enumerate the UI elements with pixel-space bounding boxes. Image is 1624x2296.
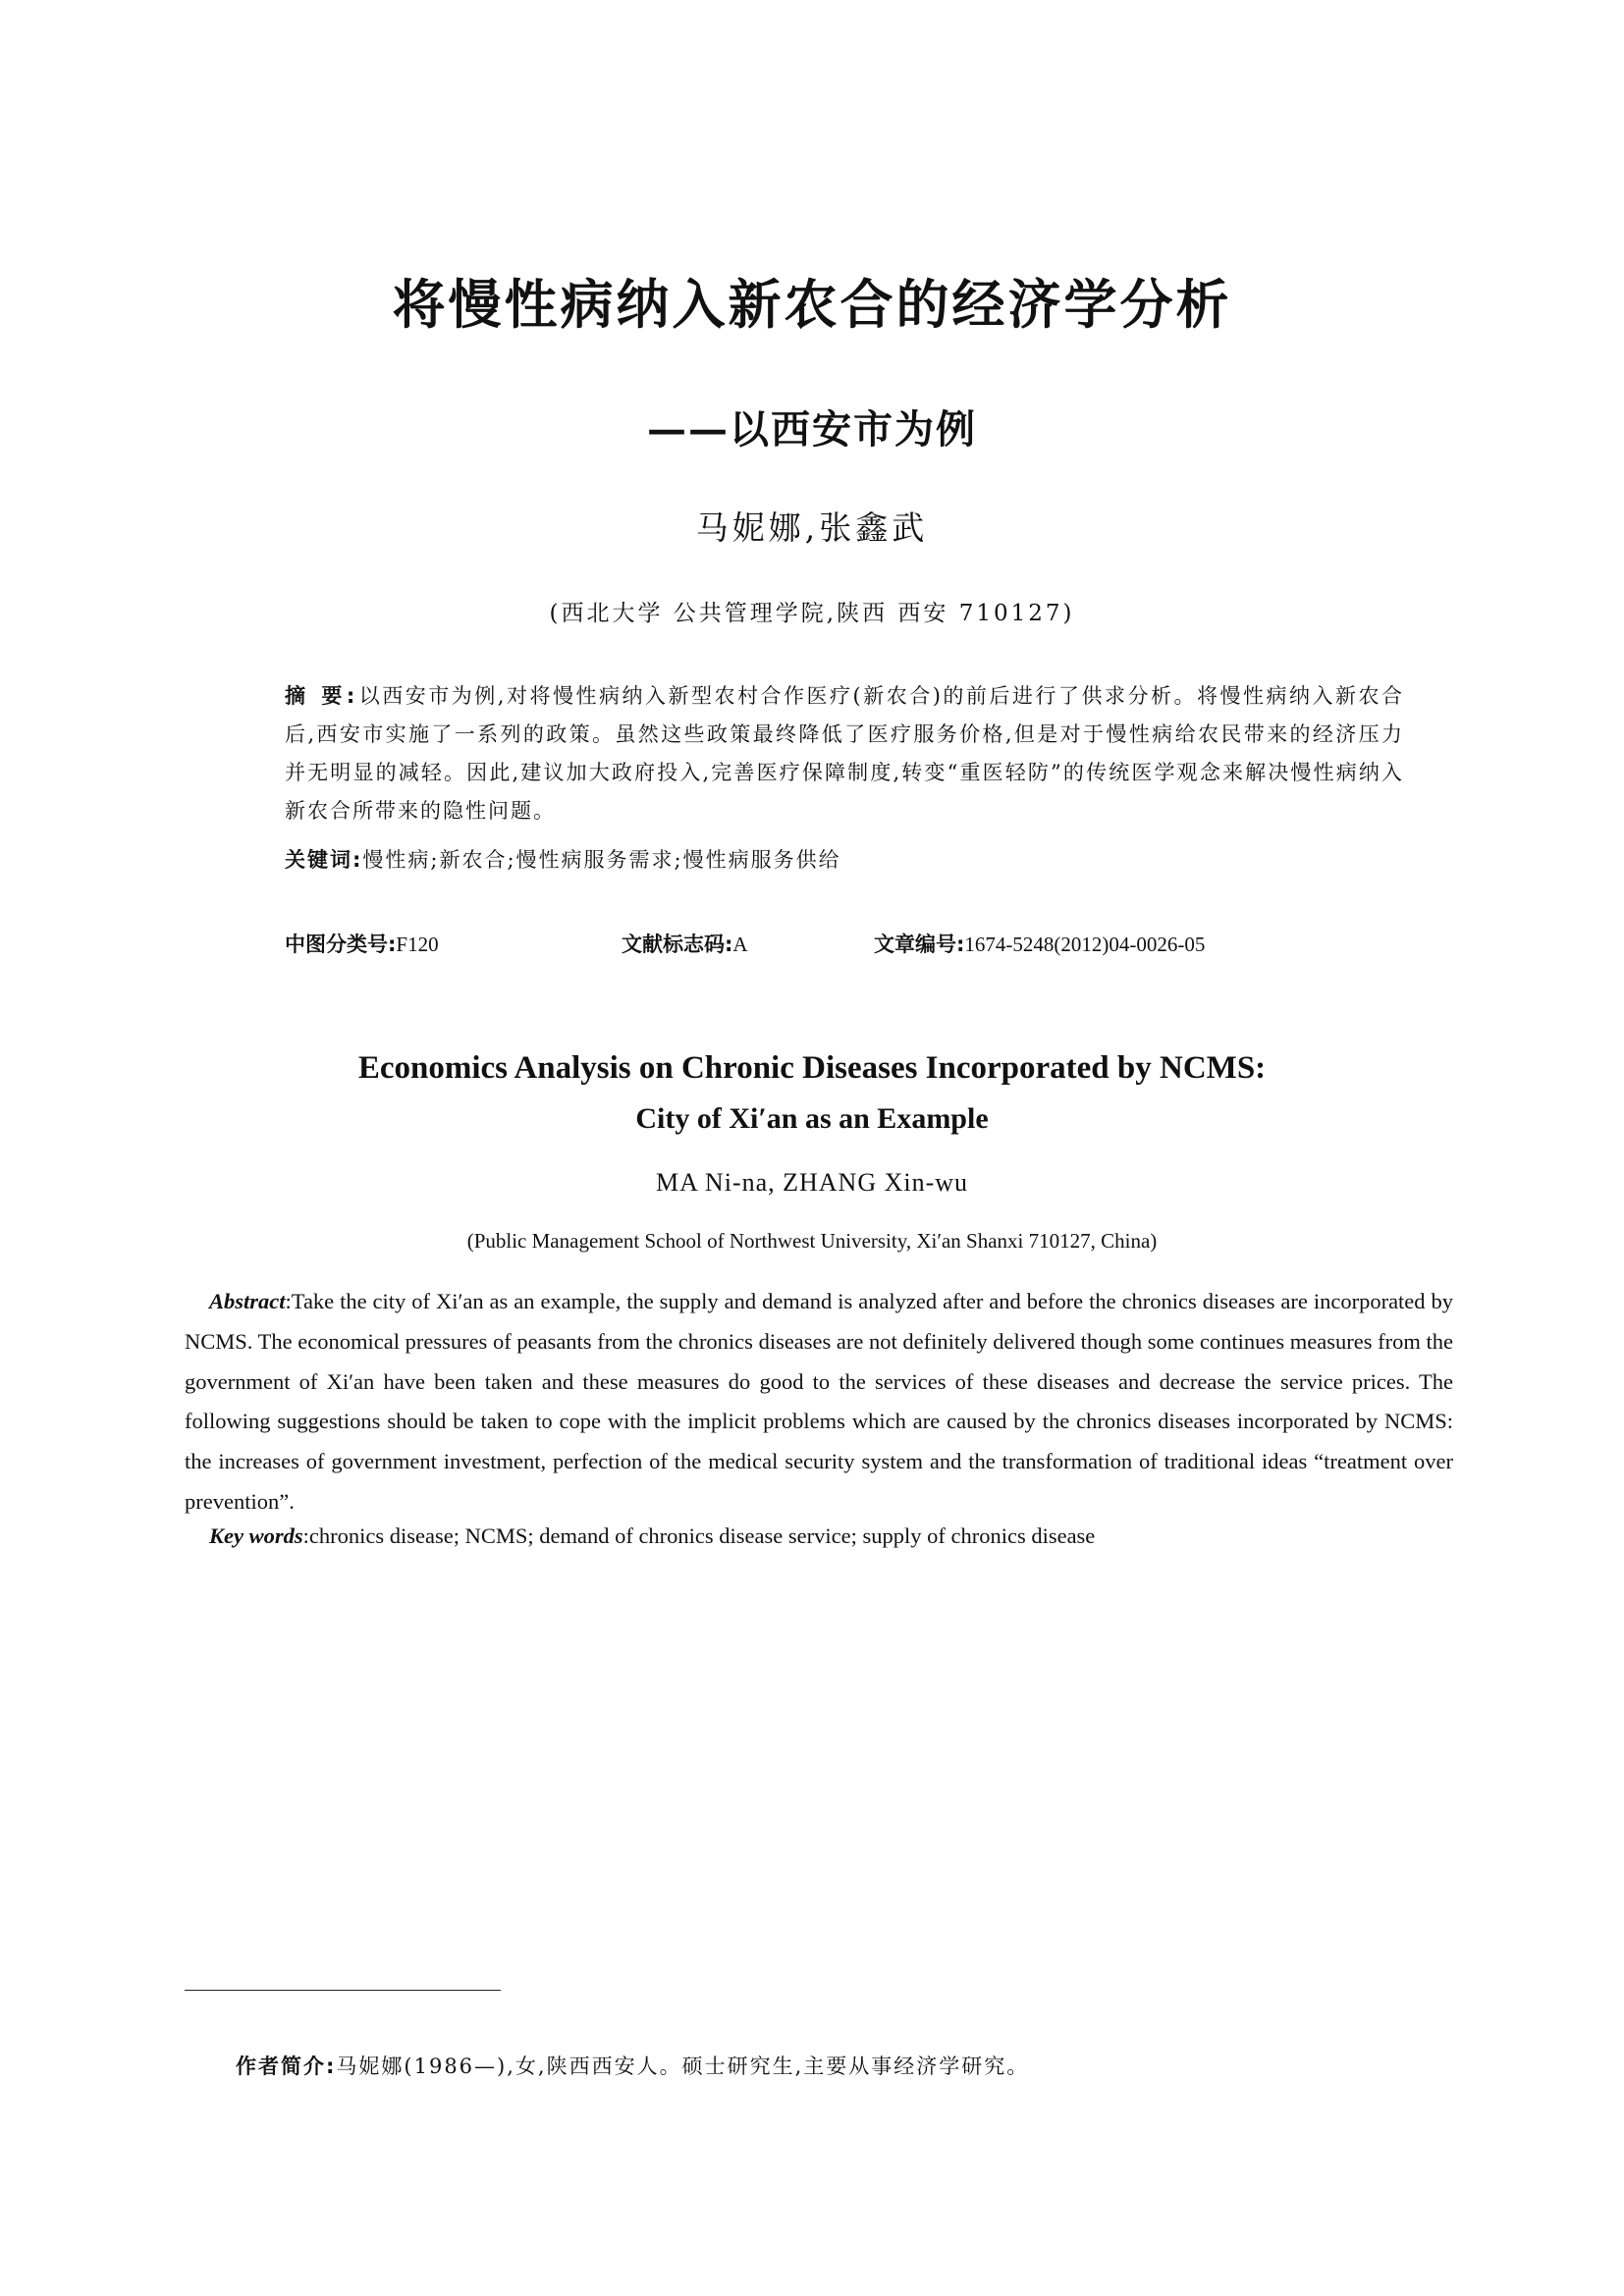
article-number-value: 1674-5248(2012)04-0026-05: [964, 933, 1206, 956]
chinese-affiliation: (西北大学 公共管理学院,陕西 西安 710127): [549, 601, 1075, 626]
chinese-subtitle: ——以西安市为例: [647, 406, 977, 453]
english-authors: MA Ni-na, ZHANG Xin-wu: [655, 1168, 969, 1197]
chinese-authors: 马妮娜,张鑫武: [695, 508, 929, 547]
article-number-label: 文章编号:: [874, 933, 965, 956]
english-keywords: [209, 1523, 1456, 1549]
chinese-keywords: [285, 844, 1414, 874]
document-code: [622, 929, 748, 958]
chinese-abstract-label: 摘 要:: [285, 684, 359, 708]
author-footnote-text: 马妮娜(1986—),女,陕西西安人。硕士研究生,主要从事经济学研究。: [336, 2055, 1030, 2078]
chinese-abstract-body: [187, 677, 1404, 830]
chinese-keywords-text: 慢性病;新农合;慢性病服务需求;慢性病服务供给: [362, 848, 841, 872]
author-footnote-label: 作者简介:: [236, 2055, 337, 2078]
article-number: [874, 929, 1205, 958]
chinese-abstract-text: 以西安市为例,对将慢性病纳入新型农村合作医疗(新农合)的前后进行了供求分析。将慢性病纳入新农合后,西安市实施了一系列的政策。虽然这些政策最终降低了医疗服务价格,但是对于慢性病给农民带来的经济压力并无明显的减轻。因此,建议加大政府投入,完善医疗保障制度,转变“重医轻防”的传统医学观念来解决慢性病纳入新农合所带来的隐性问题。: [285, 684, 1404, 823]
clc-value: F120: [396, 933, 439, 956]
english-keywords-label: Key words: [209, 1523, 303, 1548]
english-keywords-text: :chronics disease; NCMS; demand of chronics disease service; supply of chronics disease: [302, 1523, 1096, 1548]
english-abstract-text: :Take the city of Xi′an as an example, the supply and demand is analyzed after and before the chronics diseases are incorporated by NCMS. The economical pressures of peasants from the chronics diseases are not definitely delivered though some continues measures from the government of Xi′an have been taken and these measures do good to the services of these diseases and decrease the service prices. The following suggestions should be taken to cope with the implicit problems which are caused by the chronics diseases incorporated by NCMS: the increases of government investment, perfection of the medical security system and the transformation of traditional ideas “treatment over prevention”.: [185, 1289, 1453, 1514]
footnote-divider: [185, 1990, 501, 1991]
clc-label: 中图分类号:: [285, 933, 397, 956]
english-abstract: [185, 1282, 1453, 1522]
chinese-title: 将慢性病纳入新农合的经济学分析: [392, 273, 1232, 336]
english-title: Economics Analysis on Chronic Diseases Incorporated by NCMS:: [357, 1050, 1267, 1086]
chinese-keywords-label: 关键词:: [285, 848, 363, 872]
clc-number: [285, 929, 439, 958]
english-subtitle: City of Xi′an as an Example: [635, 1102, 989, 1135]
english-affiliation: (Public Management School of Northwest University, Xi′an Shanxi 710127, China): [466, 1229, 1158, 1253]
document-code-label: 文献标志码:: [622, 933, 733, 956]
document-code-value: A: [732, 933, 748, 956]
author-footnote: [236, 2051, 1029, 2080]
english-abstract-label: Abstract: [209, 1289, 286, 1313]
chinese-abstract: [187, 677, 1404, 830]
